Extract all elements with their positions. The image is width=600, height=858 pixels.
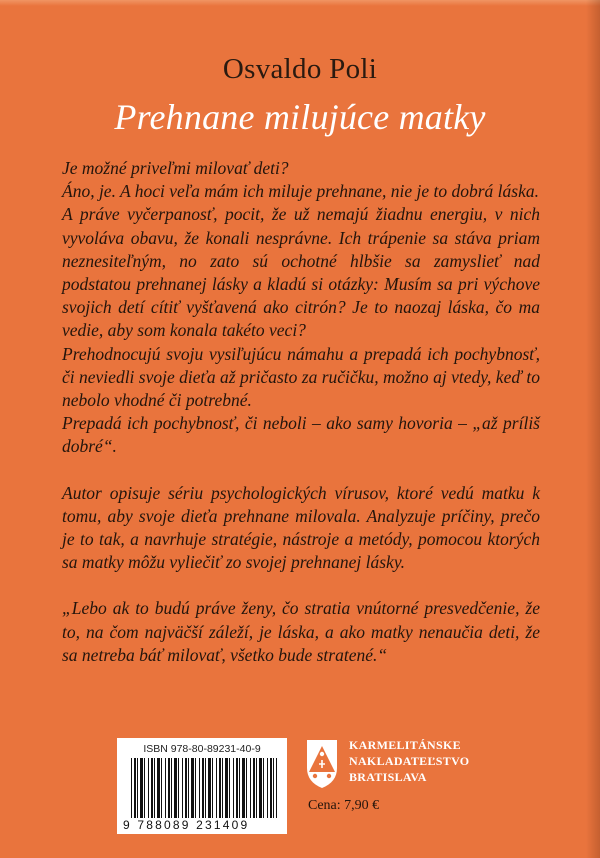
price-label: Cena: 7,90 € [308, 798, 380, 813]
book-title: Prehnane milujúce matky [114, 97, 486, 137]
author-name: Osvaldo Poli [222, 53, 378, 85]
publisher-name [349, 737, 529, 785]
ean-digits: 9 788089 231409 [121, 818, 285, 832]
publisher-line: KARMELITÁNSKE [349, 738, 461, 752]
blurb-paragraph: Autor opisuje sériu psychologických vírusov, ktoré vedú matku k tomu, aby svoje dieťa prehnane milovala. Analyzuje príčiny, prečo je to tak, a navrhuje stratégie, nástroje a metódy, pomocou ktorých sa matky môžu vyliečiť zo svojej prehnanej lásky. [62, 482, 540, 573]
blurb-paragraph: Áno, je. A hoci veľa mám ich miluje prehnane, nie je to dobrá láska. [62, 181, 539, 202]
blurb-paragraph: A práve vyčerpanosť, pocit, že už nemajú žiadnu energiu, v nich vyvoláva obavu, že konali nesprávne. Ich trápenie sa stáva priam neznesiteľným, no zato sú ochotné hlbšie sa zamyslieť nad podstatou prehnanej lásky a kladú si otázky: Musím sa pri výchove svojich detí cítiť vyšťavená ako citrón? Je to naozaj láska, čo ma vedie, aby som konala takéto veci? [62, 204, 540, 341]
blurb-text [62, 157, 540, 667]
cover-top-edge [0, 0, 600, 6]
blurb-paragraph: Prehodnocujú svoju vysiľujúcu námahu a prepadá ich pochybnosť, či neviedli svoje dieťa až pričasto za ručičku, možno aj vtedy, keď to nebolo vhodné či potrebné. [62, 343, 540, 411]
publisher-logo-icon [305, 738, 339, 790]
isbn-text: ISBN 978-80-89231-40-9 [143, 743, 261, 755]
blurb-paragraph: Je možné priveľmi milovať deti? [62, 158, 289, 178]
blurb-quote: „Lebo ak to budú práve ženy, čo stratia vnútorné presvedčenie, že to, na čom najväčší záleží, je láska, a ako matky nenaučia deti, že sa netreba báť milovať, všetko bude stratené.“ [62, 598, 540, 665]
barcode-label [117, 738, 287, 834]
blurb-paragraph: Prepadá ich pochybnosť, či neboli – ako samy hovoria – „až príliš dobré“. [62, 413, 540, 457]
barcode-icon [131, 758, 277, 820]
publisher-line: NAKLADATEĽSTVO [349, 754, 470, 768]
publisher-line: BRATISLAVA [349, 770, 427, 784]
